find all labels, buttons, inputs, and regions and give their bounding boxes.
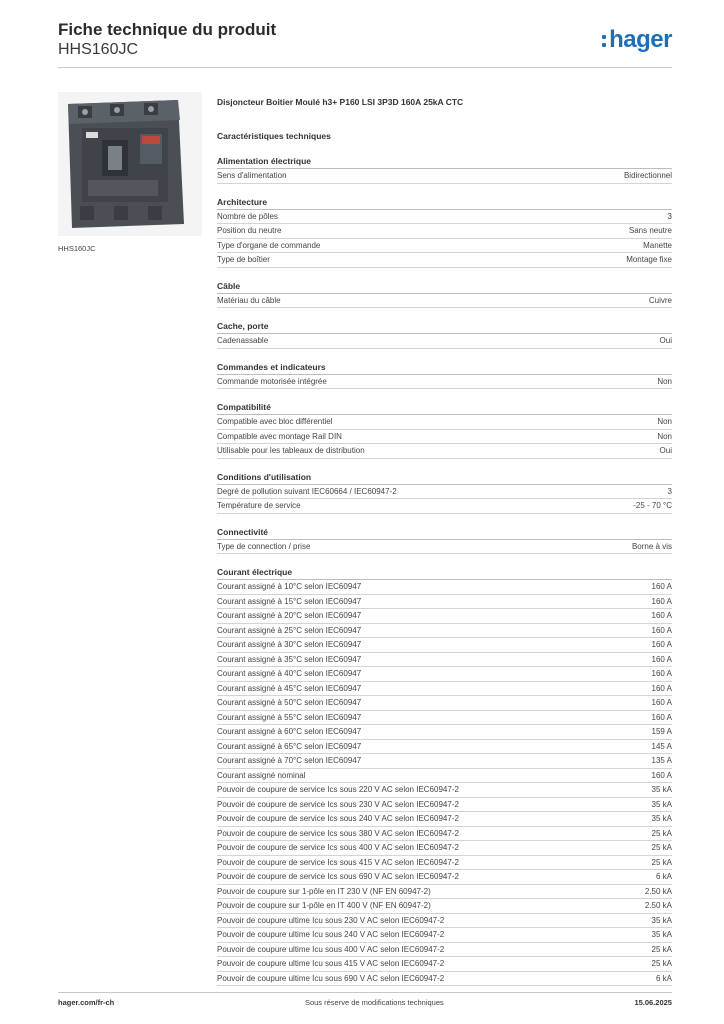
spec-row: [217, 870, 672, 885]
spec-label: Courant assigné à 35°C selon IEC60947: [217, 654, 362, 664]
spec-value: Non: [657, 417, 672, 426]
spec-label: Nombre de pôles: [217, 211, 278, 221]
spec-label: Courant assigné à 20°C selon IEC60947: [217, 611, 362, 620]
spec-value: Manette: [643, 240, 672, 250]
spec-row: [217, 224, 672, 239]
spec-label: Compatible avec bloc différentiel: [217, 417, 333, 426]
spec-value: 35 kA: [651, 785, 672, 794]
spec-value: Non: [657, 376, 672, 386]
spec-value: 2.50 kA: [644, 901, 672, 910]
spec-row: [217, 653, 672, 668]
spec-label: Pouvoir de coupure ultime Icu sous 230 V AC selon IEC60947-2: [217, 915, 445, 925]
spec-row: [217, 667, 672, 682]
spec-label: Sens d'alimentation: [217, 171, 287, 180]
page-header: [58, 20, 276, 60]
spec-row: [217, 812, 672, 827]
spec-label: Compatible avec montage Rail DIN: [217, 431, 342, 441]
spec-value: Sans neutre: [628, 226, 672, 235]
circuit-breaker-image: [58, 92, 202, 236]
footer-website[interactable]: hager.com/fr-ch: [58, 998, 115, 1007]
spec-label: Courant assigné à 55°C selon IEC60947: [217, 712, 362, 722]
spec-row: [217, 798, 672, 813]
spec-label: Utilisable pour les tableaux de distribution: [217, 446, 365, 455]
spec-row: [217, 899, 672, 914]
spec-value: 160 A: [651, 683, 672, 693]
spec-label: Pouvoir de coupure de service Ics sous 415 V AC selon IEC60947-2: [217, 857, 459, 867]
spec-row: [217, 334, 672, 349]
spec-label: Pouvoir de coupure sur 1-pôle en IT 400 V (NF EN 60947-2): [217, 901, 431, 910]
spec-row: [217, 696, 672, 711]
spec-value: 25 kA: [651, 959, 672, 968]
spec-label: Pouvoir de coupure de service Ics sous 240 V AC selon IEC60947-2: [217, 814, 459, 823]
spec-value: 160 A: [651, 640, 672, 649]
group-title: Connectivité: [217, 525, 672, 540]
spec-label: Matériau du câble: [217, 295, 281, 305]
spec-label: Courant assigné à 50°C selon IEC60947: [217, 698, 362, 707]
spec-row: [217, 415, 672, 430]
spec-label: Courant assigné à 45°C selon IEC60947: [217, 683, 362, 693]
spec-label: Pouvoir de coupure de service Ics sous 380 V AC selon IEC60947-2: [217, 828, 459, 838]
spec-row: [217, 444, 672, 459]
spec-label: Pouvoir de coupure ultime Icu sous 415 V AC selon IEC60947-2: [217, 959, 445, 968]
spec-row: [217, 783, 672, 798]
spec-label: Courant assigné à 60°C selon IEC60947: [217, 727, 362, 736]
spec-label: Courant assigné à 40°C selon IEC60947: [217, 669, 362, 678]
spec-row: [217, 711, 672, 726]
spec-value: 35 kA: [651, 930, 672, 939]
group-title: Alimentation électrique: [217, 154, 672, 169]
spec-value: 35 kA: [651, 799, 672, 809]
group-title: Courant électrique: [217, 565, 672, 580]
spec-label: Pouvoir de coupure de service Ics sous 690 V AC selon IEC60947-2: [217, 872, 459, 881]
spec-row: [217, 725, 672, 740]
product-name: Disjoncteur Boitier Moulé h3+ P160 LSI 3P3D 160A 25kA CTC: [217, 97, 464, 107]
spec-row: [217, 580, 672, 595]
group-title: Cache, porte: [217, 319, 672, 334]
spec-row: [217, 430, 672, 445]
spec-value: Cuivre: [648, 295, 672, 305]
spec-value: 160 A: [651, 712, 672, 722]
spec-row: [217, 972, 672, 987]
spec-label: Courant assigné à 25°C selon IEC60947: [217, 625, 362, 635]
footer-date: 15.06.2025: [634, 998, 672, 1007]
spec-row: [217, 375, 672, 390]
spec-value: 135 A: [651, 756, 672, 765]
spec-label: Température de service: [217, 501, 301, 510]
spec-value: 159 A: [651, 727, 672, 736]
spec-label: Pouvoir de coupure ultime Icu sous 400 V AC selon IEC60947-2: [217, 944, 445, 954]
spec-row: [217, 943, 672, 958]
spec-row: [217, 499, 672, 514]
spec-value: 2.50 kA: [644, 886, 672, 896]
product-reference: HHS160JC: [58, 41, 139, 58]
header-divider: [58, 67, 672, 68]
spec-row: [217, 754, 672, 769]
spec-row: [217, 841, 672, 856]
group-title: Commandes et indicateurs: [217, 360, 672, 375]
spec-label: Pouvoir de coupure de service Ics sous 220 V AC selon IEC60947-2: [217, 785, 459, 794]
spec-value: Montage fixe: [626, 255, 672, 264]
spec-value: 160 A: [651, 669, 672, 678]
spec-value: 160 A: [651, 582, 672, 591]
product-image: [58, 92, 202, 236]
spec-row: [217, 595, 672, 610]
spec-label: Pouvoir de coupure ultime Icu sous 690 V AC selon IEC60947-2: [217, 973, 445, 983]
spec-value: 6 kA: [655, 973, 672, 983]
spec-label: Pouvoir de coupure de service Ics sous 230 V AC selon IEC60947-2: [217, 799, 459, 809]
spec-row: [217, 210, 672, 225]
group-title: Conditions d'utilisation: [217, 470, 672, 485]
spec-value: 145 A: [651, 741, 672, 751]
spec-value: 3: [667, 211, 672, 221]
group-title: Câble: [217, 279, 672, 294]
footer-divider: [58, 992, 672, 993]
spec-row: [217, 624, 672, 639]
spec-value: 6 kA: [655, 872, 672, 881]
spec-label: Type d'organe de commande: [217, 240, 321, 250]
spec-value: 160 A: [651, 654, 672, 664]
spec-row: [217, 253, 672, 268]
spec-value: 160 A: [651, 596, 672, 606]
spec-label: Courant assigné à 10°C selon IEC60947: [217, 582, 362, 591]
spec-row: [217, 682, 672, 697]
spec-row: [217, 485, 672, 500]
spec-label: Pouvoir de coupure ultime Icu sous 240 V AC selon IEC60947-2: [217, 930, 445, 939]
spec-content: [217, 95, 672, 986]
hager-logo: [601, 26, 672, 54]
image-caption: HHS160JC: [58, 244, 96, 253]
spec-value: 160 A: [651, 770, 672, 780]
spec-value: Borne à vis: [631, 541, 672, 551]
spec-row: [217, 827, 672, 842]
spec-row: [217, 239, 672, 254]
spec-label: Commande motorisée intégrée: [217, 376, 327, 386]
spec-row: [217, 928, 672, 943]
spec-row: [217, 294, 672, 309]
spec-label: Type de boîtier: [217, 255, 270, 264]
spec-value: 160 A: [651, 625, 672, 635]
spec-label: Courant assigné à 65°C selon IEC60947: [217, 741, 362, 751]
spec-row: [217, 769, 672, 784]
spec-value: 3: [667, 486, 672, 496]
spec-label: Degré de pollution suivant IEC60664 / IEC60947-2: [217, 486, 397, 496]
group-title: Architecture: [217, 195, 672, 210]
spec-row: [217, 856, 672, 871]
logo-text: hager: [609, 26, 672, 53]
spec-row: [217, 609, 672, 624]
spec-value: -25 - 70 °C: [633, 501, 672, 510]
spec-row: [217, 540, 672, 555]
spec-label: Cadenassable: [217, 336, 269, 345]
spec-row: [217, 169, 672, 184]
spec-label: Pouvoir de coupure sur 1-pôle en IT 230 V (NF EN 60947-2): [217, 886, 431, 896]
section-title: Caractéristiques techniques: [217, 131, 331, 141]
group-title: Compatibilité: [217, 400, 672, 415]
spec-label: Courant assigné nominal: [217, 770, 306, 780]
logo-dots-icon: [601, 35, 607, 47]
spec-label: Courant assigné à 30°C selon IEC60947: [217, 640, 362, 649]
spec-value: 25 kA: [651, 843, 672, 852]
spec-value: 35 kA: [651, 814, 672, 823]
spec-groups: [217, 154, 672, 986]
page-footer: [58, 998, 672, 1007]
spec-value: Oui: [659, 336, 672, 345]
page-title: Fiche technique du produit: [58, 20, 277, 39]
spec-value: 160 A: [651, 611, 672, 620]
spec-row: [217, 885, 672, 900]
spec-value: 160 A: [651, 698, 672, 707]
spec-label: Position du neutre: [217, 226, 282, 235]
spec-value: 25 kA: [651, 857, 672, 867]
spec-value: 25 kA: [651, 944, 672, 954]
spec-value: 25 kA: [651, 828, 672, 838]
spec-row: [217, 638, 672, 653]
spec-row: [217, 914, 672, 929]
spec-row: [217, 957, 672, 972]
spec-row: [217, 740, 672, 755]
spec-value: Non: [657, 431, 672, 441]
footer-disclaimer: Sous réserve de modifications techniques: [304, 998, 444, 1007]
spec-value: Oui: [659, 446, 672, 455]
spec-label: Courant assigné à 15°C selon IEC60947: [217, 596, 362, 606]
spec-value: Bidirectionnel: [623, 171, 672, 180]
spec-label: Courant assigné à 70°C selon IEC60947: [217, 756, 362, 765]
spec-value: 35 kA: [651, 915, 672, 925]
spec-label: Pouvoir de coupure de service Ics sous 400 V AC selon IEC60947-2: [217, 843, 459, 852]
spec-label: Type de connection / prise: [217, 541, 311, 551]
